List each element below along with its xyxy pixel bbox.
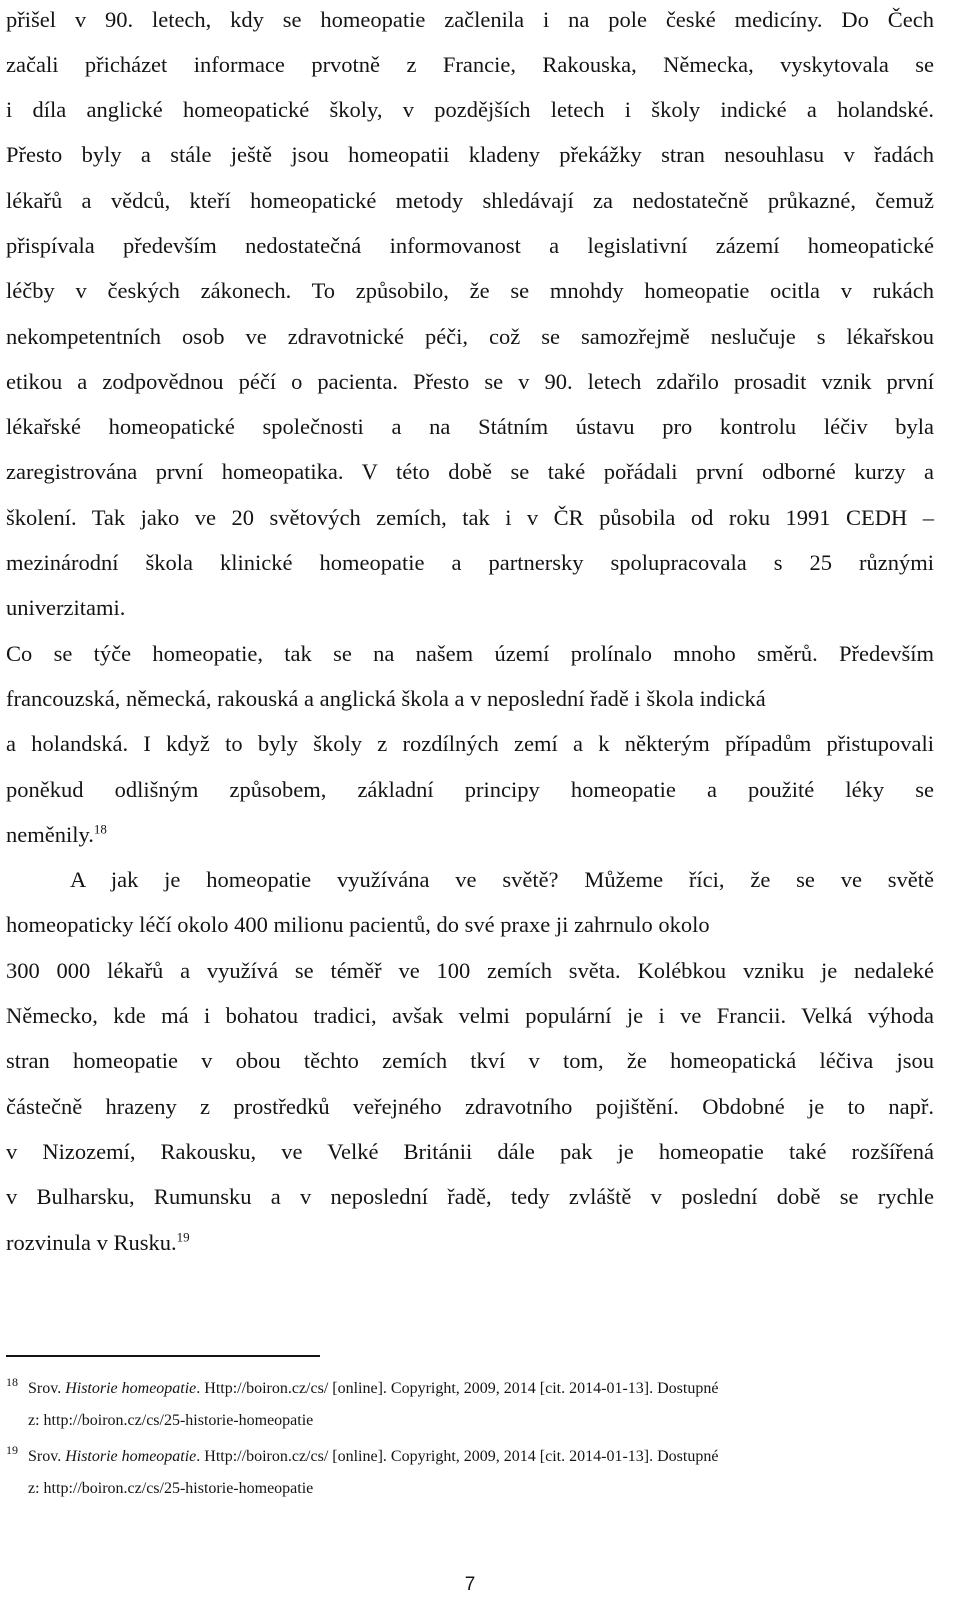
footnote-text: Srov. Historie homeopatie. Http://boiron.cz/cs/ [online]. Copyright, 2009, 2014 [cit. 2014-01-13]. Dostupné [28,1448,719,1465]
body-text-line: přispívala především nedostatečná informovanost a legislativní zázemí homeopatické [6,233,934,258]
body-text-line: lékařů a vědců, kteří homeopatické metody shledávají za nedostatečně průkazné, čemuž [6,188,934,213]
body-text-line: i díla anglické homeopatické školy, v pozdějších letech i školy indické a holandské. [6,97,934,122]
body-text-line: Německo, kde má i bohatou tradici, avšak velmi populární je i ve Francii. Velká výhoda [6,1003,934,1028]
body-text-line: přišel v 90. letech, kdy se homeopatie začlenila i na pole české medicíny. Do Čech [6,7,934,32]
body-text-line: mezinárodní škola klinické homeopatie a partnersky spolupracovala s 25 různými [6,550,934,575]
footnote-link: z: http://boiron.cz/cs/25-historie-homeopatie [28,1480,314,1497]
body-text-line: Co se týče homeopatie, tak se na našem území prolínalo mnoho směrů. Především [6,641,934,666]
footnote-mark: 18 [6,1375,18,1389]
body-text-line: etikou a zodpovědnou péčí o pacienta. Přesto se v 90. letech zdařilo prosadit vznik první [6,369,934,394]
body-text-line: částečně hrazeny z prostředků veřejného zdravotního pojištění. Obdobné je to např. [6,1094,934,1119]
footnote [6,1375,936,1431]
footnote-mark: 19 [6,1443,18,1457]
line-text: neměnily. [6,822,94,847]
body-text-line: stran homeopatie v obou těchto zemích tkví v tom, že homeopatická léčiva jsou [6,1048,934,1073]
footnote-separator [6,1355,320,1357]
body-text-line: poněkud odlišným způsobem, základní principy homeopatie a použité léky se [6,777,934,802]
footnote [6,1443,936,1499]
footnote-link: z: http://boiron.cz/cs/25-historie-homeopatie [28,1412,314,1429]
body-text-line: léčby v českých zákonech. To způsobilo, že se mnohdy homeopatie ocitla v rukách [6,278,934,303]
page-number: 7 [464,1574,476,1595]
footnote-text: Srov. Historie homeopatie. Http://boiron.cz/cs/ [online]. Copyright, 2009, 2014 [cit. 2014-01-13]. Dostupné [28,1380,719,1397]
body-text-line: lékařské homeopatické společnosti a na Státním ústavu pro kontrolu léčiv byla [6,414,934,439]
body-text-line-indented: A jak je homeopatie využívána ve světě? Můžeme říci, že se ve světě [70,867,934,892]
footnote-title: Historie homeopatie [65,1380,197,1397]
body-text-line: v Nizozemí, Rakousku, ve Velké Británii dále pak je homeopatie také rozšířená [6,1139,934,1164]
footnote-ref: 19 [176,1229,190,1245]
body-text-line: Přesto byly a stále ještě jsou homeopatii kladeny překážky stran nesouhlasu v řadách [6,142,934,167]
body-text-line: homeopaticky léčí okolo 400 milionu pacientů, do své praxe ji zahrnulo okolo [6,912,710,937]
body-text-line: začali přicházet informace prvotně z Francie, Rakouska, Německa, vyskytovala se [6,52,934,77]
body-text-line [6,821,934,849]
line-text: rozvinula v Rusku. [6,1230,177,1255]
body-text-line: nekompetentních osob ve zdravotnické péči, což se samozřejmě neslučuje s lékařskou [6,324,934,349]
body-text-line: 300 000 lékařů a využívá se téměř ve 100 zemích světa. Kolébkou vzniku je nedaleké [6,958,934,983]
body-text-line: zaregistrována první homeopatika. V této době se také pořádali první odborné kurzy a [6,459,934,484]
body-text-line: a holandská. I když to byly školy z rozdílných zemí a k některým případům přistupovali [6,731,934,756]
body-text-line: francouzská, německá, rakouská a anglická škola a v neposlední řadě i škola indická [6,686,766,711]
body-text-line: v Bulharsku, Rumunsku a v neposlední řadě, tedy zvláště v poslední době se rychle [6,1184,934,1209]
body-text-line [6,1229,934,1257]
body-text-line: školení. Tak jako ve 20 světových zemích, tak i v ČR působila od roku 1991 CEDH – [6,505,934,530]
footnote-ref: 18 [93,821,107,837]
footnote-title: Historie homeopatie [65,1448,197,1465]
body-text-line: univerzitami. [6,595,126,620]
